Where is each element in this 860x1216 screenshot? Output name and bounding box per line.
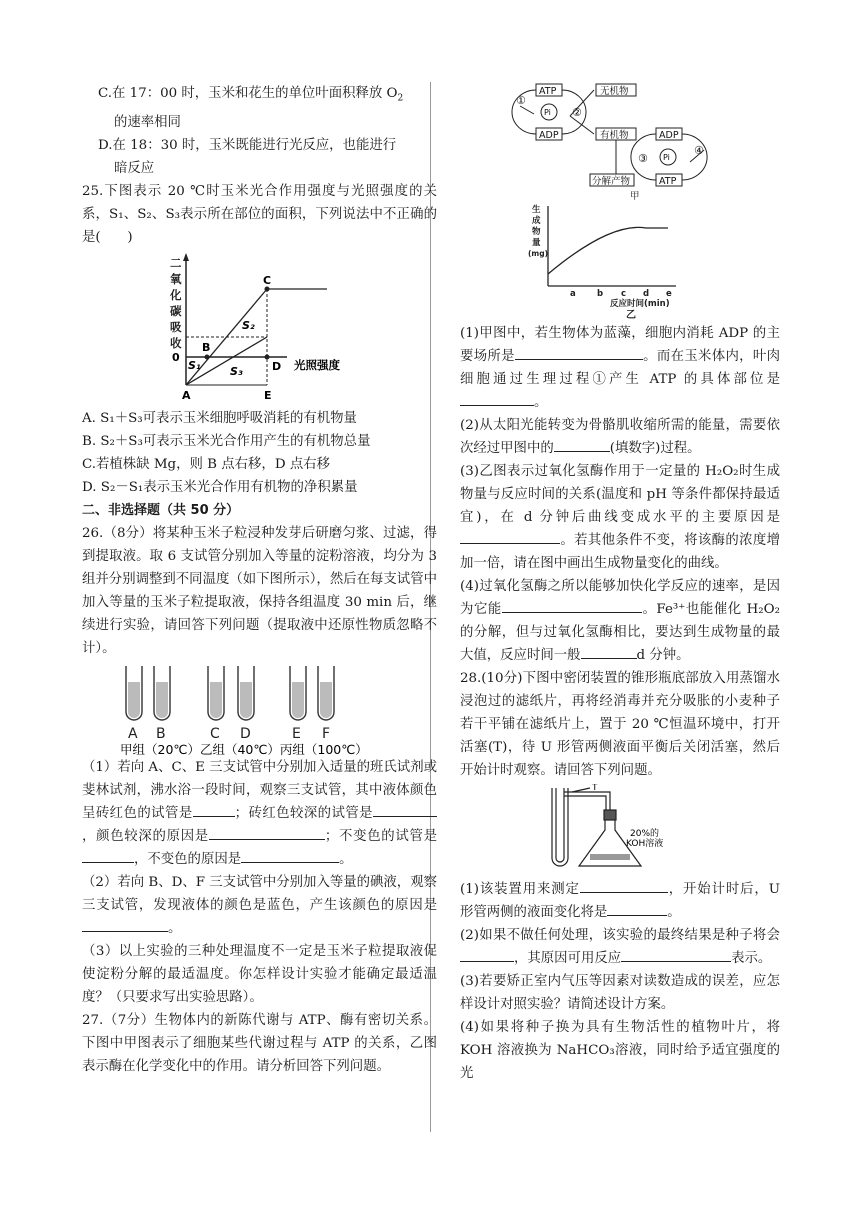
svg-text:①: ①: [516, 94, 526, 107]
svg-text:无机物: 无机物: [600, 86, 629, 97]
q28-part4: (4)如果将种子换为具有生物活性的植物叶片，将 KOH 溶液换为 NaHCO₃溶液，同时给予适宜强度的光: [460, 1020, 780, 1081]
svg-text:④: ④: [694, 144, 704, 157]
ylabel-char: 化: [170, 287, 182, 302]
label-s2: S₂: [242, 318, 255, 332]
q27-part1: (1)甲图中，若生物体为蓝藻，细胞内消耗 ADP 的主要场所是 。而在玉米体内，叶肉细胞通过生理过程①产生 ATP 的具体部位是。: [460, 326, 781, 410]
q24-option-c-cont: 的速率相同: [114, 114, 181, 130]
tube-label-c: C: [210, 725, 220, 742]
q25-option-d: D. S₂－S₁表示玉米光合作用有机物的净积累量: [82, 479, 358, 495]
svg-text:d: d: [643, 289, 650, 299]
q28-part2: (2)如果不做任何处理，该实验的最终结果是种子将会，其原因可用反应 表示。: [460, 928, 780, 966]
tube-label-f: F: [322, 725, 331, 742]
label-b: B: [202, 340, 211, 354]
product-curve: [548, 227, 668, 274]
test-tubes-figure: [82, 664, 437, 756]
svg-text:ADP: ADP: [659, 130, 679, 141]
section-heading: 二、非选择题（共 50 分）: [82, 502, 240, 518]
svg-text:ADP: ADP: [539, 130, 559, 141]
label-e: E: [264, 388, 272, 401]
point-d: [265, 354, 270, 359]
q27-part3: (3)乙图表示过氧化氢酶作用于一定量的 H₂O₂时生成物量与反应时间的关系(温度和 pH 等条件都保持最适宜)，在 d 分钟后曲线变成水平的主要原因是。若其他条件不变，将该酶的浓度增加一倍，请在图中画出生成物量变化的曲线。: [460, 464, 780, 571]
q27-part2: (2)从太阳光能转变为骨骼肌收缩所需的能量，需要依次经过甲图中的 (填数字)过程。: [460, 418, 780, 456]
origin-label: 0: [172, 350, 180, 364]
q26-part3: （3）以上实验的三种处理温度不一定是玉米子粒提取液促使淀粉分解的最适温度。你怎样设计实验才能确定最适温度？（只要求写出实验思路）。: [82, 943, 437, 1005]
fig-yi-product-curve: [460, 202, 780, 322]
q26-part2: （2）若向 B、D、F 三支试管中分别加入等量的碘液，观察三支试管，发现液体的颜色是蓝色，产生该颜色的原因是。: [82, 874, 437, 936]
svg-text:b: b: [597, 289, 604, 299]
q26-part1: （1）若向 A、C、E 三支试管中分别加入适量的班氏试剂或斐林试剂，沸水浴一段时间，观察三支试管，其中液体颜色呈砖红色的试管是 ；砖红色较深的试管是，颜色较深的原因是 ；不变色的试管是，不变色的原因是 。: [82, 759, 438, 867]
svg-text:20%的: 20%的: [630, 829, 660, 839]
q25-option-c: C.若植株缺 Mg，则 B 点右移，D 点右移: [82, 456, 330, 472]
label-c: C: [263, 273, 272, 287]
svg-text:生: 生: [532, 205, 541, 215]
svg-text:a: a: [570, 289, 576, 299]
ylabel-char: 吸: [170, 319, 182, 334]
svg-text:分解产物: 分解产物: [592, 176, 631, 187]
valve-label: T: [592, 784, 598, 793]
q25-stem: 25.下图表示 20 ℃时玉米光合作用强度与光照强度的关系，S₁、S₂、S₃表示所在部位的面积，下列说法中不正确的是( ): [82, 183, 437, 245]
label-d: D: [272, 359, 282, 373]
q28-part1: (1)该装置用来测定 ，开始计时后，U 形管两侧的液面变化将是 。: [460, 878, 780, 924]
fig-koh-apparatus: [460, 784, 780, 876]
svg-text:有机物: 有机物: [600, 130, 629, 141]
right-column: [460, 76, 780, 1085]
label-s1: S₁: [188, 358, 201, 372]
fig-yi-caption: 乙: [626, 310, 636, 321]
left-column: [82, 82, 437, 1078]
tube-label-a: A: [128, 725, 138, 742]
q25-photosynthesis-graph: [82, 253, 437, 401]
q26-stem: 26.（8分）将某种玉米子粒浸种发芽后研磨匀浆、过滤，得到提取液。取 6 支试管分别加入等量的淀粉溶液，均分为 3 组并分别调整到不同温度（如下图所示），然后在每支试管中加入等量的玉米子粒提取液，保持各组温度 30 min 后，继续进行实验，请回答下列问题（提取液中还原性物质忽略不计）。: [82, 525, 437, 656]
q27-part4: (4)过氧化氢酶之所以能够加快化学反应的速率，是因为它能 。Fe³⁺也能催化 H₂O₂的分解，但与过氧化氢酶相比，要达到生成物量的最大值，反应时间一般 d 分钟。: [460, 579, 780, 663]
u-tube: [552, 788, 568, 866]
svg-text:反应时间(min): 反应时间(min): [610, 299, 670, 309]
tube-label-e: E: [292, 725, 301, 742]
svg-text:②: ②: [572, 106, 582, 119]
svg-text:e: e: [666, 289, 672, 299]
q25-option-b: B. S₂＋S₃可表示玉米光合作用产生的有机物总量: [82, 433, 371, 449]
svg-text:③: ③: [638, 152, 648, 165]
q24-option-c: C.在 17：00 时，玉米和花生的单位叶面积释放 $O_2$: [98, 86, 404, 104]
svg-text:c: c: [621, 289, 627, 299]
svg-text:成: 成: [532, 216, 541, 226]
svg-text:Pi: Pi: [544, 108, 551, 117]
svg-text:ATP: ATP: [659, 176, 677, 187]
fig-jia-caption: 甲: [630, 191, 640, 202]
ylabel-char: 二: [170, 255, 182, 270]
svg-text:ATP: ATP: [539, 86, 557, 97]
q28-stem: 28.(10分)下图中密闭装置的锥形瓶底部放入用蒸馏水浸泡过的滤纸片，再将经消毒并充分吸胀的小麦种子若干平铺在滤纸片上，置于 20 ℃恒温环境中，打开活塞(T)，待 U 形管两侧液面平衡后关闭活塞，然后开始计时观察。请回答下列问题。: [460, 671, 780, 778]
point-b: [205, 354, 210, 359]
q28-part3: (3)若要矫正室内气压等因素对读数造成的误差，应怎样设计对照实验？请简述设计方案。: [460, 974, 780, 1012]
q24-option-d: D.在 18：30 时，玉米既能进行光反应，也能进行: [98, 137, 397, 153]
q25-option-a: A. S₁＋S₃可表示玉米细胞呼吸消耗的有机物量: [82, 410, 357, 426]
point-c: [265, 286, 270, 291]
tube-group-labels: 甲组（20℃）乙组（40℃）丙组（100℃）: [120, 741, 368, 756]
tube-label-b: B: [156, 725, 166, 742]
fig-jia-atp-cycle: [460, 76, 780, 202]
svg-text:Pi: Pi: [663, 153, 670, 162]
ylabel-char: 氧: [170, 271, 182, 286]
ylabel-char: 碳: [170, 303, 182, 318]
tube-label-d: D: [240, 725, 251, 742]
svg-text:物: 物: [532, 227, 541, 237]
svg-text:量: 量: [532, 238, 541, 248]
q27-stem: 27.（7分）生物体内的新陈代谢与 ATP、酶有密切关系。下图中甲图表示了细胞某些代谢过程与 ATP 的关系，乙图表示酶在化学变化中的作用。请分析回答下列问题。: [82, 1012, 437, 1074]
svg-text:(mg): (mg): [528, 249, 549, 258]
x-axis-label: 光照强度: [294, 357, 340, 372]
q24-option-d-cont: 暗反应: [114, 160, 155, 176]
ylabel-char: 收: [170, 335, 182, 350]
koh-label: KOH溶液: [626, 839, 664, 849]
label-s3: S₃: [230, 364, 243, 378]
label-a: A: [182, 388, 191, 401]
